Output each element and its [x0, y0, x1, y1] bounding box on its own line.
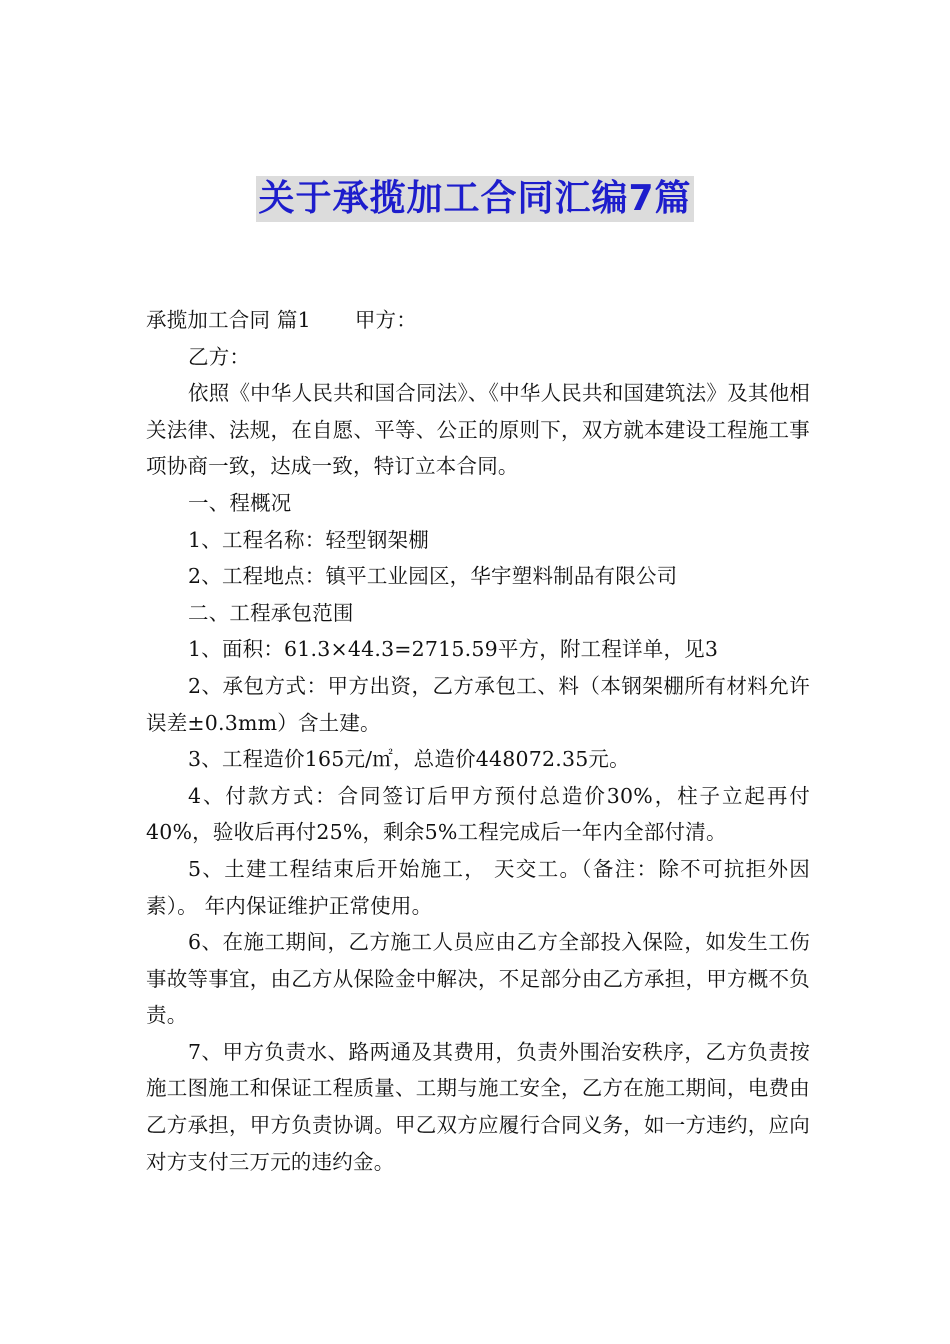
clause-contract-mode: 2、承包方式：甲方出资，乙方承包工、料（本钢架棚所有材料允许误差±0.3mm）含土建。: [146, 673, 810, 735]
section-heading-line: [146, 302, 810, 339]
clause-construction-schedule: 5、土建工程结束后开始施工， 天交工。（备注：除不可抗拒外因素）。 年内保证维护正常使用。: [146, 856, 810, 918]
section-heading: 承揽加工合同 篇1: [146, 308, 311, 332]
clause-insurance: 6、在施工期间，乙方施工人员应由乙方全部投入保险，如发生工伤事故等事宜，由乙方从保险金中解决，不足部分由乙方承担，甲方概不负责。: [146, 930, 810, 1028]
document-title: 关于承揽加工合同汇编7篇: [256, 176, 693, 222]
document-body: [146, 302, 810, 1180]
section-2-heading: 二、工程承包范围: [188, 600, 354, 625]
paragraph-preamble: 依照《中华人民共和国合同法》、《中华人民共和国建筑法》及其他相关法律、法规，在自愿、平等、公正的原则下，双方就本建设工程施工事项协商一致，达成一致，特订立本合同。: [146, 381, 810, 479]
clause-project-name: 1、工程名称：轻型钢架棚: [188, 527, 429, 552]
clause-project-cost: 3、工程造价165元/㎡，总造价448072.35元。: [188, 747, 630, 772]
title-container: [0, 176, 950, 222]
clause-payment-terms: 4、付款方式：合同签订后甲方预付总造价30%，柱子立起再付40%，验收后再付25%，剩余5%工程完成后一年内全部付清。: [146, 783, 810, 845]
paragraph-party-b: 乙方：: [188, 344, 251, 369]
clause-area: 1、面积：61.3×44.3=2715.59平方，附工程详单，见3: [188, 637, 719, 662]
section-1-heading: 一、程概况: [188, 490, 292, 515]
clause-project-location: 2、工程地点：镇平工业园区，华宇塑料制品有限公司: [188, 564, 678, 589]
clause-responsibilities: 7、甲方负责水、路两通及其费用，负责外围治安秩序，乙方负责按施工图施工和保证工程质量、工期与施工安全，乙方在施工期间，电费由乙方承担，甲方负责协调。甲乙双方应履行合同义务，如一方违约，应向对方支付三万元的违约金。: [146, 1039, 810, 1174]
party-a-label: 甲方：: [354, 308, 417, 332]
